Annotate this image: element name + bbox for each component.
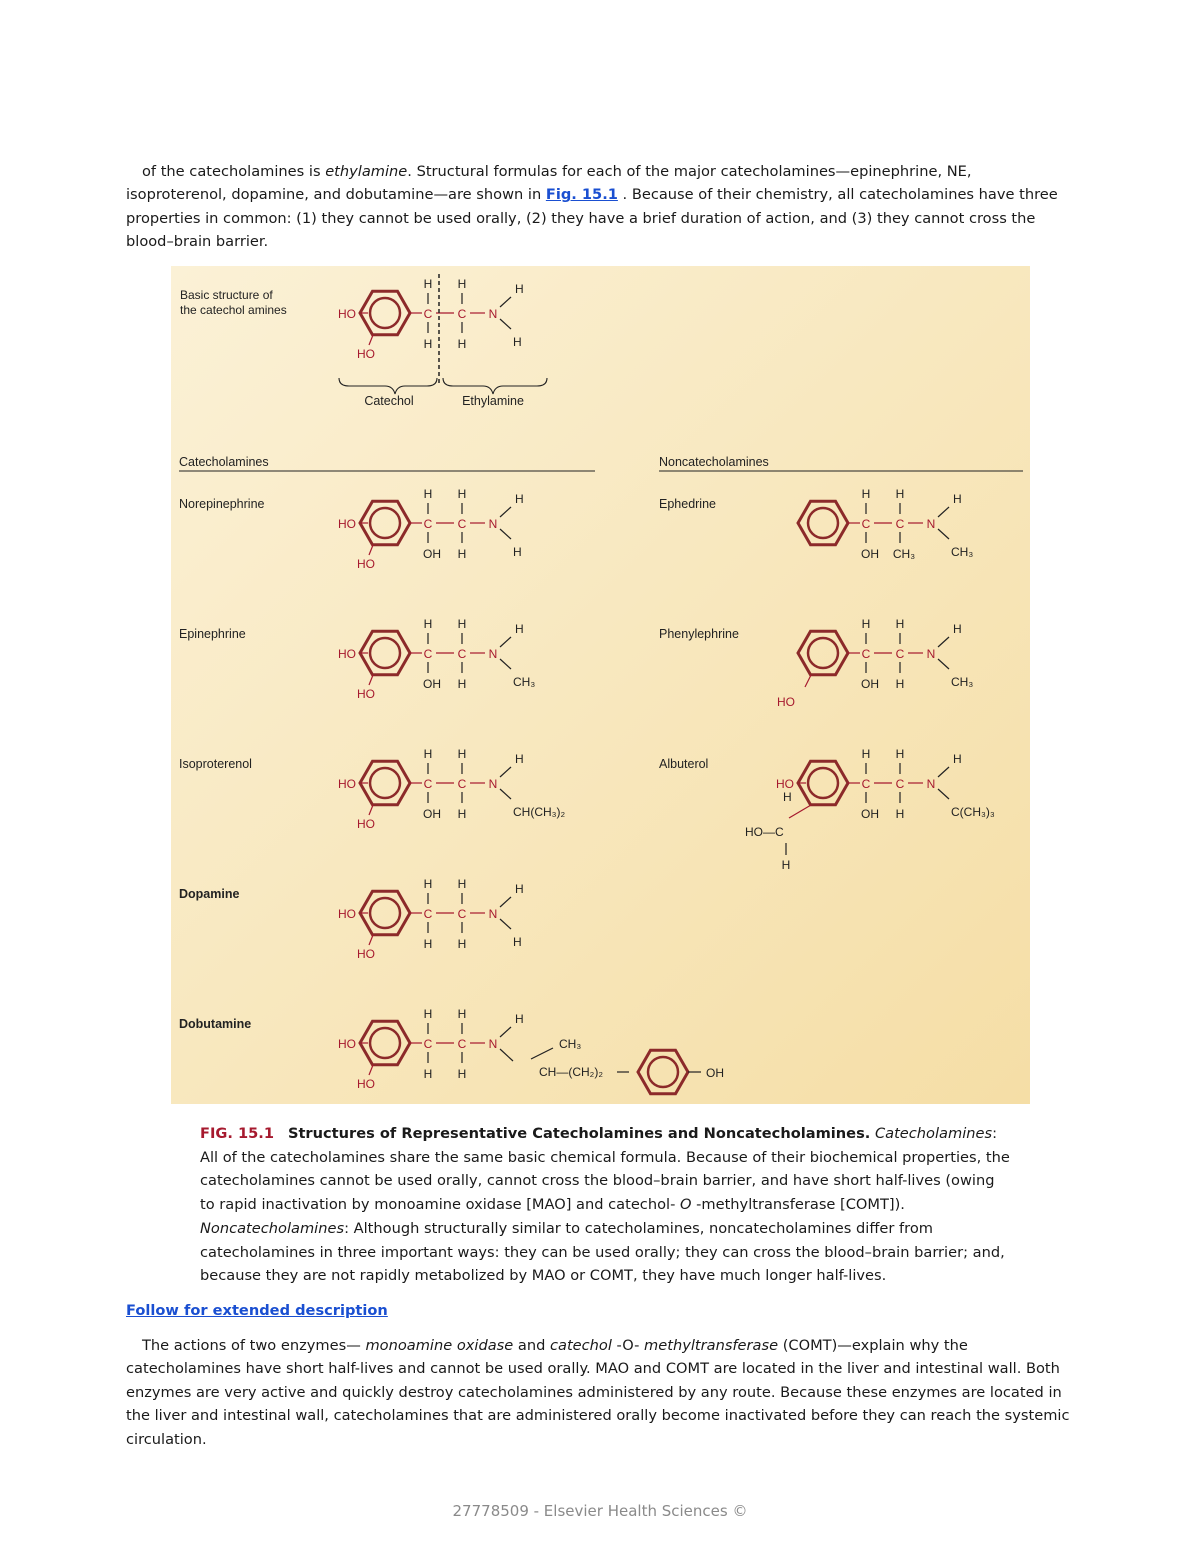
- page-footer: 27778509 - Elsevier Health Sciences ©: [452, 1502, 748, 1520]
- atom-label: H: [781, 858, 791, 872]
- atom-label: C: [861, 517, 871, 531]
- atom-label: C: [423, 647, 433, 661]
- atom-label: H: [423, 1007, 433, 1021]
- albuterol-label: Albuterol: [659, 757, 709, 771]
- atom-label: OH: [423, 807, 441, 821]
- atom-label: C: [861, 647, 871, 661]
- atom-label: C: [457, 777, 467, 791]
- atom-label: HO: [338, 307, 356, 321]
- atom-label: H: [513, 335, 522, 349]
- atom-label: H: [953, 492, 962, 506]
- atom-label: H: [513, 935, 522, 949]
- atom-label: HO: [776, 777, 794, 791]
- atom-label: CH₃: [951, 545, 974, 559]
- atom-label: H: [457, 937, 467, 951]
- atom-label: C: [457, 907, 467, 921]
- atom-label: HO: [357, 947, 375, 961]
- atom-label: H: [457, 807, 467, 821]
- atom-label: H: [895, 487, 905, 501]
- atom-label: HO: [357, 347, 375, 361]
- basic-structure-title: Basic structure of: [180, 288, 273, 302]
- atom-label: H: [861, 747, 871, 761]
- catecholamine-structures-figure: [171, 266, 1030, 1104]
- atom-label: N: [926, 517, 936, 531]
- atom-label: H: [513, 545, 522, 559]
- atom-label: H: [423, 617, 433, 631]
- atom-label: C: [895, 517, 905, 531]
- catecholamines-header: Catecholamines: [179, 455, 269, 469]
- basic-structure-title: the catechol amines: [180, 303, 287, 317]
- atom-label: CH₃: [892, 547, 916, 561]
- ephedrine-label: Ephedrine: [659, 497, 716, 511]
- atom-label: HO: [357, 1077, 375, 1091]
- fig-15-1-link[interactable]: Fig. 15.1: [545, 186, 618, 204]
- atom-label: C: [457, 1037, 467, 1051]
- extended-description-link[interactable]: Follow for extended description: [126, 1302, 388, 1319]
- atom-label: HO: [357, 817, 375, 831]
- atom-label: HO: [338, 907, 356, 921]
- atom-label: OH: [423, 677, 441, 691]
- atom-label: N: [488, 307, 498, 321]
- atom-label: H: [457, 877, 467, 891]
- phenylephrine-label: Phenylephrine: [659, 627, 739, 641]
- intro-paragraph: of the catecholamines is ethylamine. Structural formulas for each of the major catecholamines—epinephrine, NE, isoproterenol, dopamine, and dobutamine—are shown in Fig. 15.1 . Because of their chemistry, all catecholamines have three properties in common: (1) they cannot be used orally, (2) they have a brief duration of action, and (3) they cannot cross the blood–brain barrier.: [126, 163, 1058, 251]
- atom-label: H: [457, 337, 467, 351]
- atom-label: CH₃: [513, 675, 536, 689]
- norepinephrine-label: Norepinephrine: [179, 497, 265, 511]
- atom-label: N: [488, 517, 498, 531]
- atom-label: H: [515, 492, 524, 506]
- atom-label: C: [423, 517, 433, 531]
- atom-label: C(CH₃)₃: [951, 805, 995, 819]
- atom-label: HO: [338, 647, 356, 661]
- atom-label: H: [457, 487, 467, 501]
- atom-label: HO: [338, 517, 356, 531]
- atom-label: H: [457, 547, 467, 561]
- atom-label: C: [423, 777, 433, 791]
- atom-label: C: [423, 307, 433, 321]
- atom-label: C: [895, 777, 905, 791]
- isoproterenol-label: Isoproterenol: [179, 757, 252, 771]
- atom-label: H: [515, 882, 524, 896]
- atom-label: OH: [423, 547, 441, 561]
- atom-label: C: [457, 307, 467, 321]
- atom-label: H: [423, 1067, 433, 1081]
- atom-label: CH₃: [559, 1037, 582, 1051]
- atom-label: HO: [357, 687, 375, 701]
- atom-label: H: [953, 622, 962, 636]
- ethylamine-label: Ethylamine: [462, 394, 524, 408]
- atom-label: C: [423, 907, 433, 921]
- atom-label: HO: [338, 777, 356, 791]
- atom-label: CH(CH₃)₂: [513, 805, 566, 819]
- atom-label: H: [457, 747, 467, 761]
- atom-label: C: [457, 647, 467, 661]
- atom-label: CH₃: [951, 675, 974, 689]
- atom-label: HO: [338, 1037, 356, 1051]
- atom-label: OH: [861, 547, 879, 561]
- atom-label: CH—(CH₂)₂: [539, 1065, 603, 1079]
- atom-label: C: [861, 777, 871, 791]
- atom-label: H: [953, 752, 962, 766]
- atom-label: N: [488, 1037, 498, 1051]
- atom-label: C: [895, 647, 905, 661]
- epinephrine-label: Epinephrine: [179, 627, 246, 641]
- atom-label: H: [457, 1067, 467, 1081]
- atom-label: C: [423, 1037, 433, 1051]
- enzymes-paragraph: The actions of two enzymes— monoamine oxidase and catechol -O- methyltransferase (COMT)—explain why the catecholamines have short half-lives and cannot be used orally. MAO and COMT are located in the liver and intestinal wall. Both enzymes are very active and quickly destroy catecholamines administered by any route. Because these enzymes are located in the liver and intestinal wall, catecholamines that are administered orally become inactivated before they can reach the systemic circulation.: [126, 1337, 1070, 1448]
- atom-label: H: [861, 617, 871, 631]
- atom-label: HO: [777, 695, 795, 709]
- figure-caption: FIG. 15.1 Structures of Representative Catecholamines and Noncatecholamines. Catecholamines: All of the catecholamines share the same basic chemical formula. Because of their biochemical properties, the catecholamines cannot be used orally, cannot cross the blood–brain barrier, and have short half-lives (owing to rapid inactivation by monoamine oxidase [MAO] and catechol- O -methyltransferase [COMT]). Noncatecholamines: Although structurally similar to catecholamines, noncatecholamines differ from catecholamines in three important ways: they can be used orally; they can cross the blood–brain barrier; and, because they are not rapidly metabolized by MAO or COMT, they have much longer half-lives.: [200, 1125, 1010, 1285]
- dopamine-label: Dopamine: [179, 887, 240, 901]
- atom-label: H: [515, 622, 524, 636]
- atom-label: OH: [861, 807, 879, 821]
- atom-label: H: [423, 337, 433, 351]
- atom-label: OH: [706, 1066, 724, 1080]
- atom-label: H: [457, 617, 467, 631]
- atom-label: H: [783, 790, 792, 804]
- atom-label: N: [488, 907, 498, 921]
- atom-label: H: [895, 617, 905, 631]
- dobutamine-label: Dobutamine: [179, 1017, 252, 1031]
- atom-label: H: [457, 277, 467, 291]
- noncatecholamines-header: Noncatecholamines: [659, 455, 769, 469]
- atom-label: H: [423, 277, 433, 291]
- atom-label: HO: [357, 557, 375, 571]
- atom-label: H: [457, 1007, 467, 1021]
- atom-label: H: [423, 487, 433, 501]
- atom-label: H: [895, 747, 905, 761]
- atom-label: C: [457, 517, 467, 531]
- atom-label: N: [488, 647, 498, 661]
- atom-label: N: [488, 777, 498, 791]
- atom-label: H: [895, 677, 905, 691]
- atom-label: H: [457, 677, 467, 691]
- atom-label: HO—C: [745, 825, 784, 839]
- atom-label: N: [926, 777, 936, 791]
- atom-label: H: [423, 937, 433, 951]
- atom-label: H: [423, 877, 433, 891]
- atom-label: H: [423, 747, 433, 761]
- atom-label: H: [515, 752, 524, 766]
- atom-label: H: [515, 282, 524, 296]
- catechol-label: Catechol: [364, 394, 414, 408]
- atom-label: H: [895, 807, 905, 821]
- atom-label: N: [926, 647, 936, 661]
- atom-label: H: [515, 1012, 524, 1026]
- atom-label: OH: [861, 677, 879, 691]
- atom-label: H: [861, 487, 871, 501]
